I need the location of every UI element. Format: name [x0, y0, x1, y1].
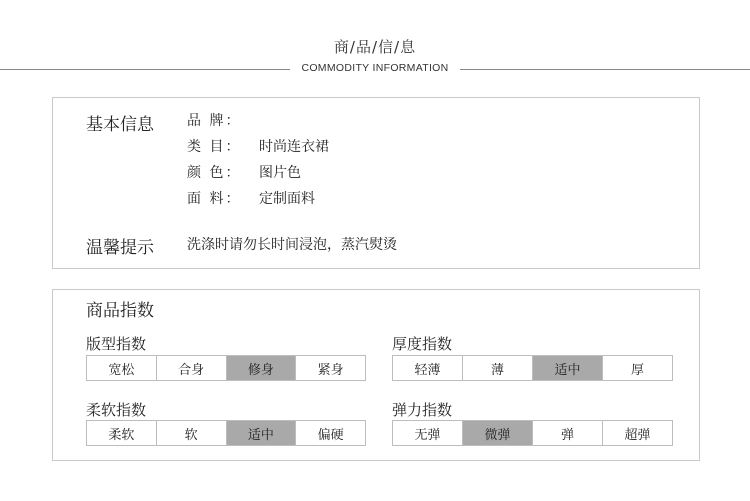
index-option: 薄	[462, 356, 532, 380]
fit-index-scale	[86, 355, 366, 381]
product-index-panel	[52, 289, 700, 461]
color-value: 图片色	[259, 165, 301, 181]
product-index-label: 商品指数	[86, 301, 154, 321]
basic-info-label: 基本信息	[86, 115, 154, 135]
basic-info-panel	[52, 97, 700, 269]
header-title-en: COMMODITY INFORMATION	[301, 62, 449, 74]
header-rule-left	[0, 69, 290, 70]
index-option: 超弹	[602, 421, 672, 445]
elasticity-index-scale	[392, 420, 673, 446]
index-option-selected: 微弹	[462, 421, 532, 445]
index-option: 软	[156, 421, 226, 445]
fabric-label: 面 料：	[187, 191, 242, 207]
thickness-index-scale	[392, 355, 673, 381]
category-value: 时尚连衣裙	[259, 139, 329, 155]
fabric-value: 定制面料	[259, 191, 315, 207]
tip-label: 温馨提示	[86, 238, 154, 258]
fit-index-title: 版型指数	[86, 335, 147, 353]
brand-label: 品 牌：	[187, 113, 242, 129]
thickness-index-title: 厚度指数	[392, 335, 453, 353]
index-option: 合身	[156, 356, 226, 380]
index-option-selected: 适中	[532, 356, 602, 380]
header-rule-right	[460, 69, 750, 70]
softness-index-title: 柔软指数	[86, 401, 147, 419]
index-option-selected: 修身	[226, 356, 296, 380]
header-subtitle-row	[0, 62, 750, 78]
index-option: 宽松	[108, 362, 135, 378]
index-option: 偏硬	[295, 421, 365, 445]
index-option-selected: 适中	[226, 421, 296, 445]
elasticity-index-title: 弹力指数	[392, 401, 453, 419]
section-header	[0, 34, 750, 84]
color-label: 颜 色：	[187, 165, 242, 181]
header-title-cn: 商/品/信/息	[333, 38, 417, 56]
index-option: 紧身	[295, 356, 365, 380]
index-option: 柔软	[108, 427, 135, 443]
index-option: 无弹	[414, 427, 441, 443]
category-label: 类 目：	[187, 139, 242, 155]
tip-text: 洗涤时请勿长时间浸泡，蒸汽熨烫	[187, 237, 397, 253]
index-option: 弹	[532, 421, 602, 445]
softness-index-scale	[86, 420, 366, 446]
index-option: 厚	[602, 356, 672, 380]
index-option: 轻薄	[414, 362, 441, 378]
